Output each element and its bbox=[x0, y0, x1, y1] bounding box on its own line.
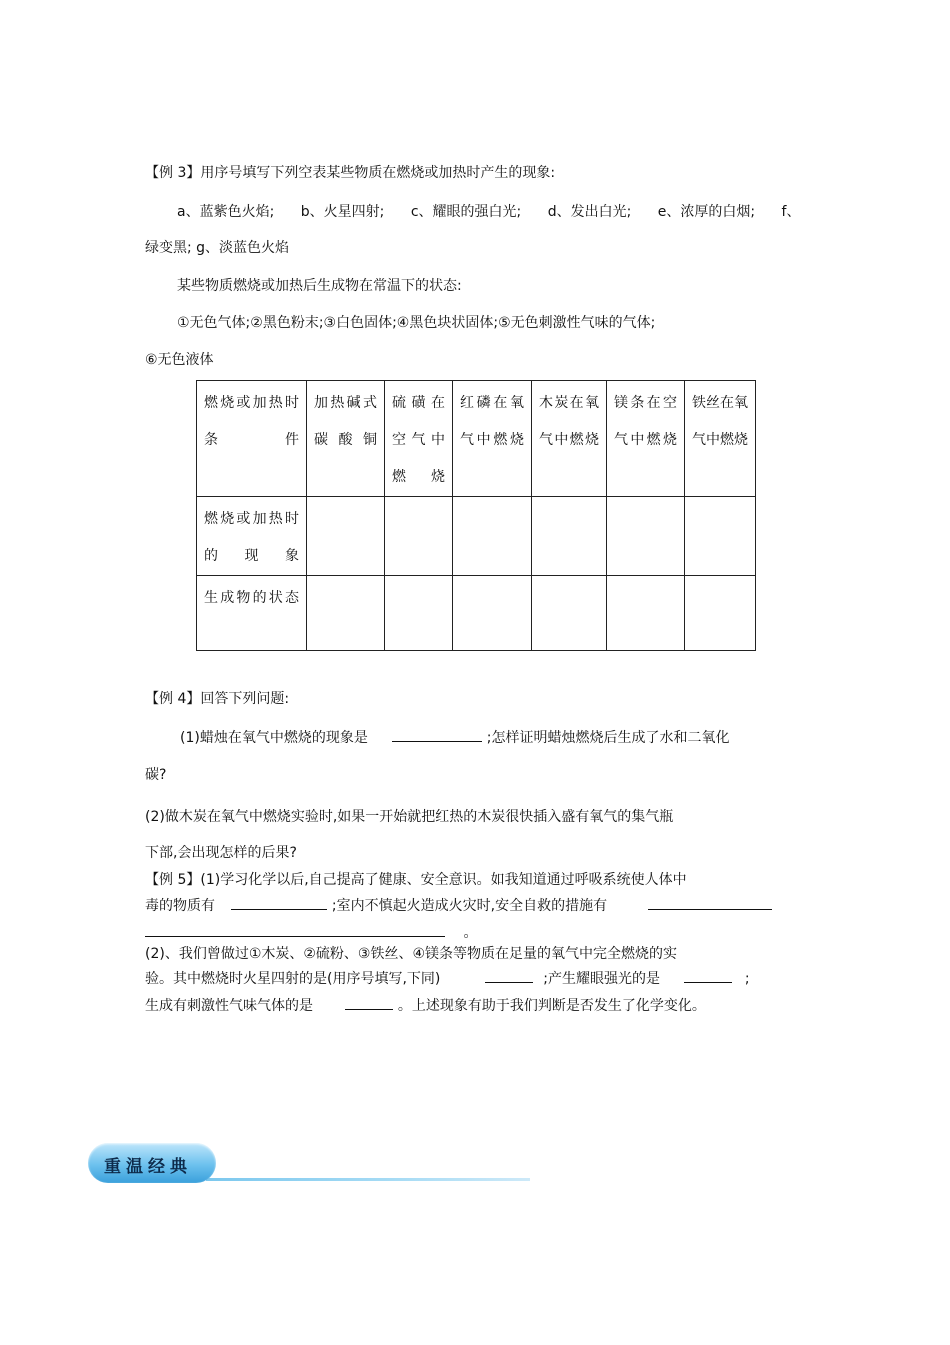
answer-cell[interactable] bbox=[307, 576, 385, 651]
table-row-condition bbox=[197, 381, 756, 497]
column-header: 镁条在空气中燃烧 bbox=[607, 381, 685, 497]
answer-cell[interactable] bbox=[532, 576, 607, 651]
line5-text-cont: ;产生耀眼强光的是 bbox=[543, 971, 660, 987]
line6-text-cont: 。上述现象有助于我们判断是否发生了化学变化。 bbox=[397, 998, 706, 1014]
line2-text: 毒的物质有 bbox=[145, 898, 215, 914]
answer-cell[interactable] bbox=[307, 497, 385, 576]
phenomena-table bbox=[196, 380, 756, 651]
q1-text: (1)蜡烛在氧气中燃烧的现象是 bbox=[180, 730, 368, 746]
example-5-line3 bbox=[145, 922, 477, 943]
option-f: f、 bbox=[781, 204, 801, 220]
example-4-q1 bbox=[180, 727, 729, 748]
row-header-product-state: 生成物的状态 bbox=[197, 576, 307, 651]
example-3-options-cont: 绿变黑; g、淡蓝色火焰 bbox=[145, 240, 290, 256]
answer-blank[interactable] bbox=[684, 968, 732, 983]
answer-blank[interactable] bbox=[231, 895, 327, 910]
option-d: d、发出白光; bbox=[547, 204, 632, 220]
example-3-title: 【例 3】用序号填写下列空表某些物质在燃烧或加热时产生的现象: bbox=[145, 165, 556, 181]
row-header-condition: 燃烧或加热时条件 bbox=[197, 381, 307, 497]
states-intro: 某些物质燃烧或加热后生成物在常温下的状态: bbox=[177, 278, 462, 294]
section-banner bbox=[88, 1143, 216, 1183]
example-4-q2-cont: 下部,会出现怎样的后果? bbox=[145, 845, 297, 861]
line3-period: 。 bbox=[463, 925, 478, 941]
states-list: ①无色气体;②黑色粉末;③白色固体;④黑色块状固体;⑤无色刺激性气味的气体; bbox=[177, 315, 656, 331]
answer-blank[interactable] bbox=[145, 922, 445, 937]
column-header: 铁丝在氧气中燃烧 bbox=[685, 381, 756, 497]
answer-cell[interactable] bbox=[685, 497, 756, 576]
answer-cell[interactable] bbox=[453, 497, 532, 576]
column-header: 硫磺在空气中燃烧 bbox=[385, 381, 453, 497]
example-4-q1-cont: 碳? bbox=[145, 767, 167, 783]
column-header: 木炭在氧气中燃烧 bbox=[532, 381, 607, 497]
example-3-options bbox=[177, 202, 822, 222]
option-e: e、浓厚的白烟; bbox=[657, 204, 756, 220]
answer-blank[interactable] bbox=[485, 968, 533, 983]
q1-text-cont: ;怎样证明蜡烛燃烧后生成了水和二氧化 bbox=[486, 730, 730, 746]
answer-cell[interactable] bbox=[385, 576, 453, 651]
option-b: b、火星四射; bbox=[300, 204, 385, 220]
answer-cell[interactable] bbox=[607, 497, 685, 576]
states-list-cont: ⑥无色液体 bbox=[145, 352, 214, 368]
example-5-line6 bbox=[145, 995, 706, 1016]
option-a: a、蓝紫色火焰; bbox=[177, 204, 275, 220]
answer-cell[interactable] bbox=[607, 576, 685, 651]
table-row-phenomenon bbox=[197, 497, 756, 576]
answer-blank[interactable] bbox=[648, 895, 772, 910]
answer-cell[interactable] bbox=[453, 576, 532, 651]
example-4-q2: (2)做木炭在氧气中燃烧实验时,如果一开始就把红热的木炭很快插入盛有氧气的集气瓶 bbox=[145, 809, 674, 825]
example-5-line4: (2)、我们曾做过①木炭、②硫粉、③铁丝、④镁条等物质在足量的氧气中完全燃烧的实 bbox=[145, 946, 678, 962]
answer-cell[interactable] bbox=[385, 497, 453, 576]
answer-cell[interactable] bbox=[685, 576, 756, 651]
column-header: 红磷在氧气中燃烧 bbox=[453, 381, 532, 497]
line6-text: 生成有刺激性气味气体的是 bbox=[145, 998, 313, 1014]
section-divider bbox=[206, 1178, 530, 1181]
example-5-line2 bbox=[145, 895, 772, 916]
line2-text-cont: ;室内不慎起火造成火灾时,安全自救的措施有 bbox=[331, 898, 608, 914]
row-header-phenomenon: 燃烧或加热时的现象 bbox=[197, 497, 307, 576]
column-header: 加热碱式碳酸铜 bbox=[307, 381, 385, 497]
option-c: c、耀眼的强白光; bbox=[410, 204, 522, 220]
example-5-line5 bbox=[145, 968, 750, 989]
answer-blank[interactable] bbox=[345, 995, 393, 1010]
section-title: 重温经典 bbox=[104, 1157, 192, 1177]
line5-text: 验。其中燃烧时火星四射的是(用序号填写,下同) bbox=[145, 971, 441, 987]
answer-blank[interactable] bbox=[392, 727, 482, 742]
table-row-product-state bbox=[197, 576, 756, 651]
line5-semicolon: ; bbox=[744, 971, 750, 987]
answer-cell[interactable] bbox=[532, 497, 607, 576]
example-4-title: 【例 4】回答下列问题: bbox=[145, 691, 290, 707]
example-5-line1: 【例 5】(1)学习化学以后,自己提高了健康、安全意识。如我知道通过呼吸系统使人体中 bbox=[145, 872, 687, 888]
